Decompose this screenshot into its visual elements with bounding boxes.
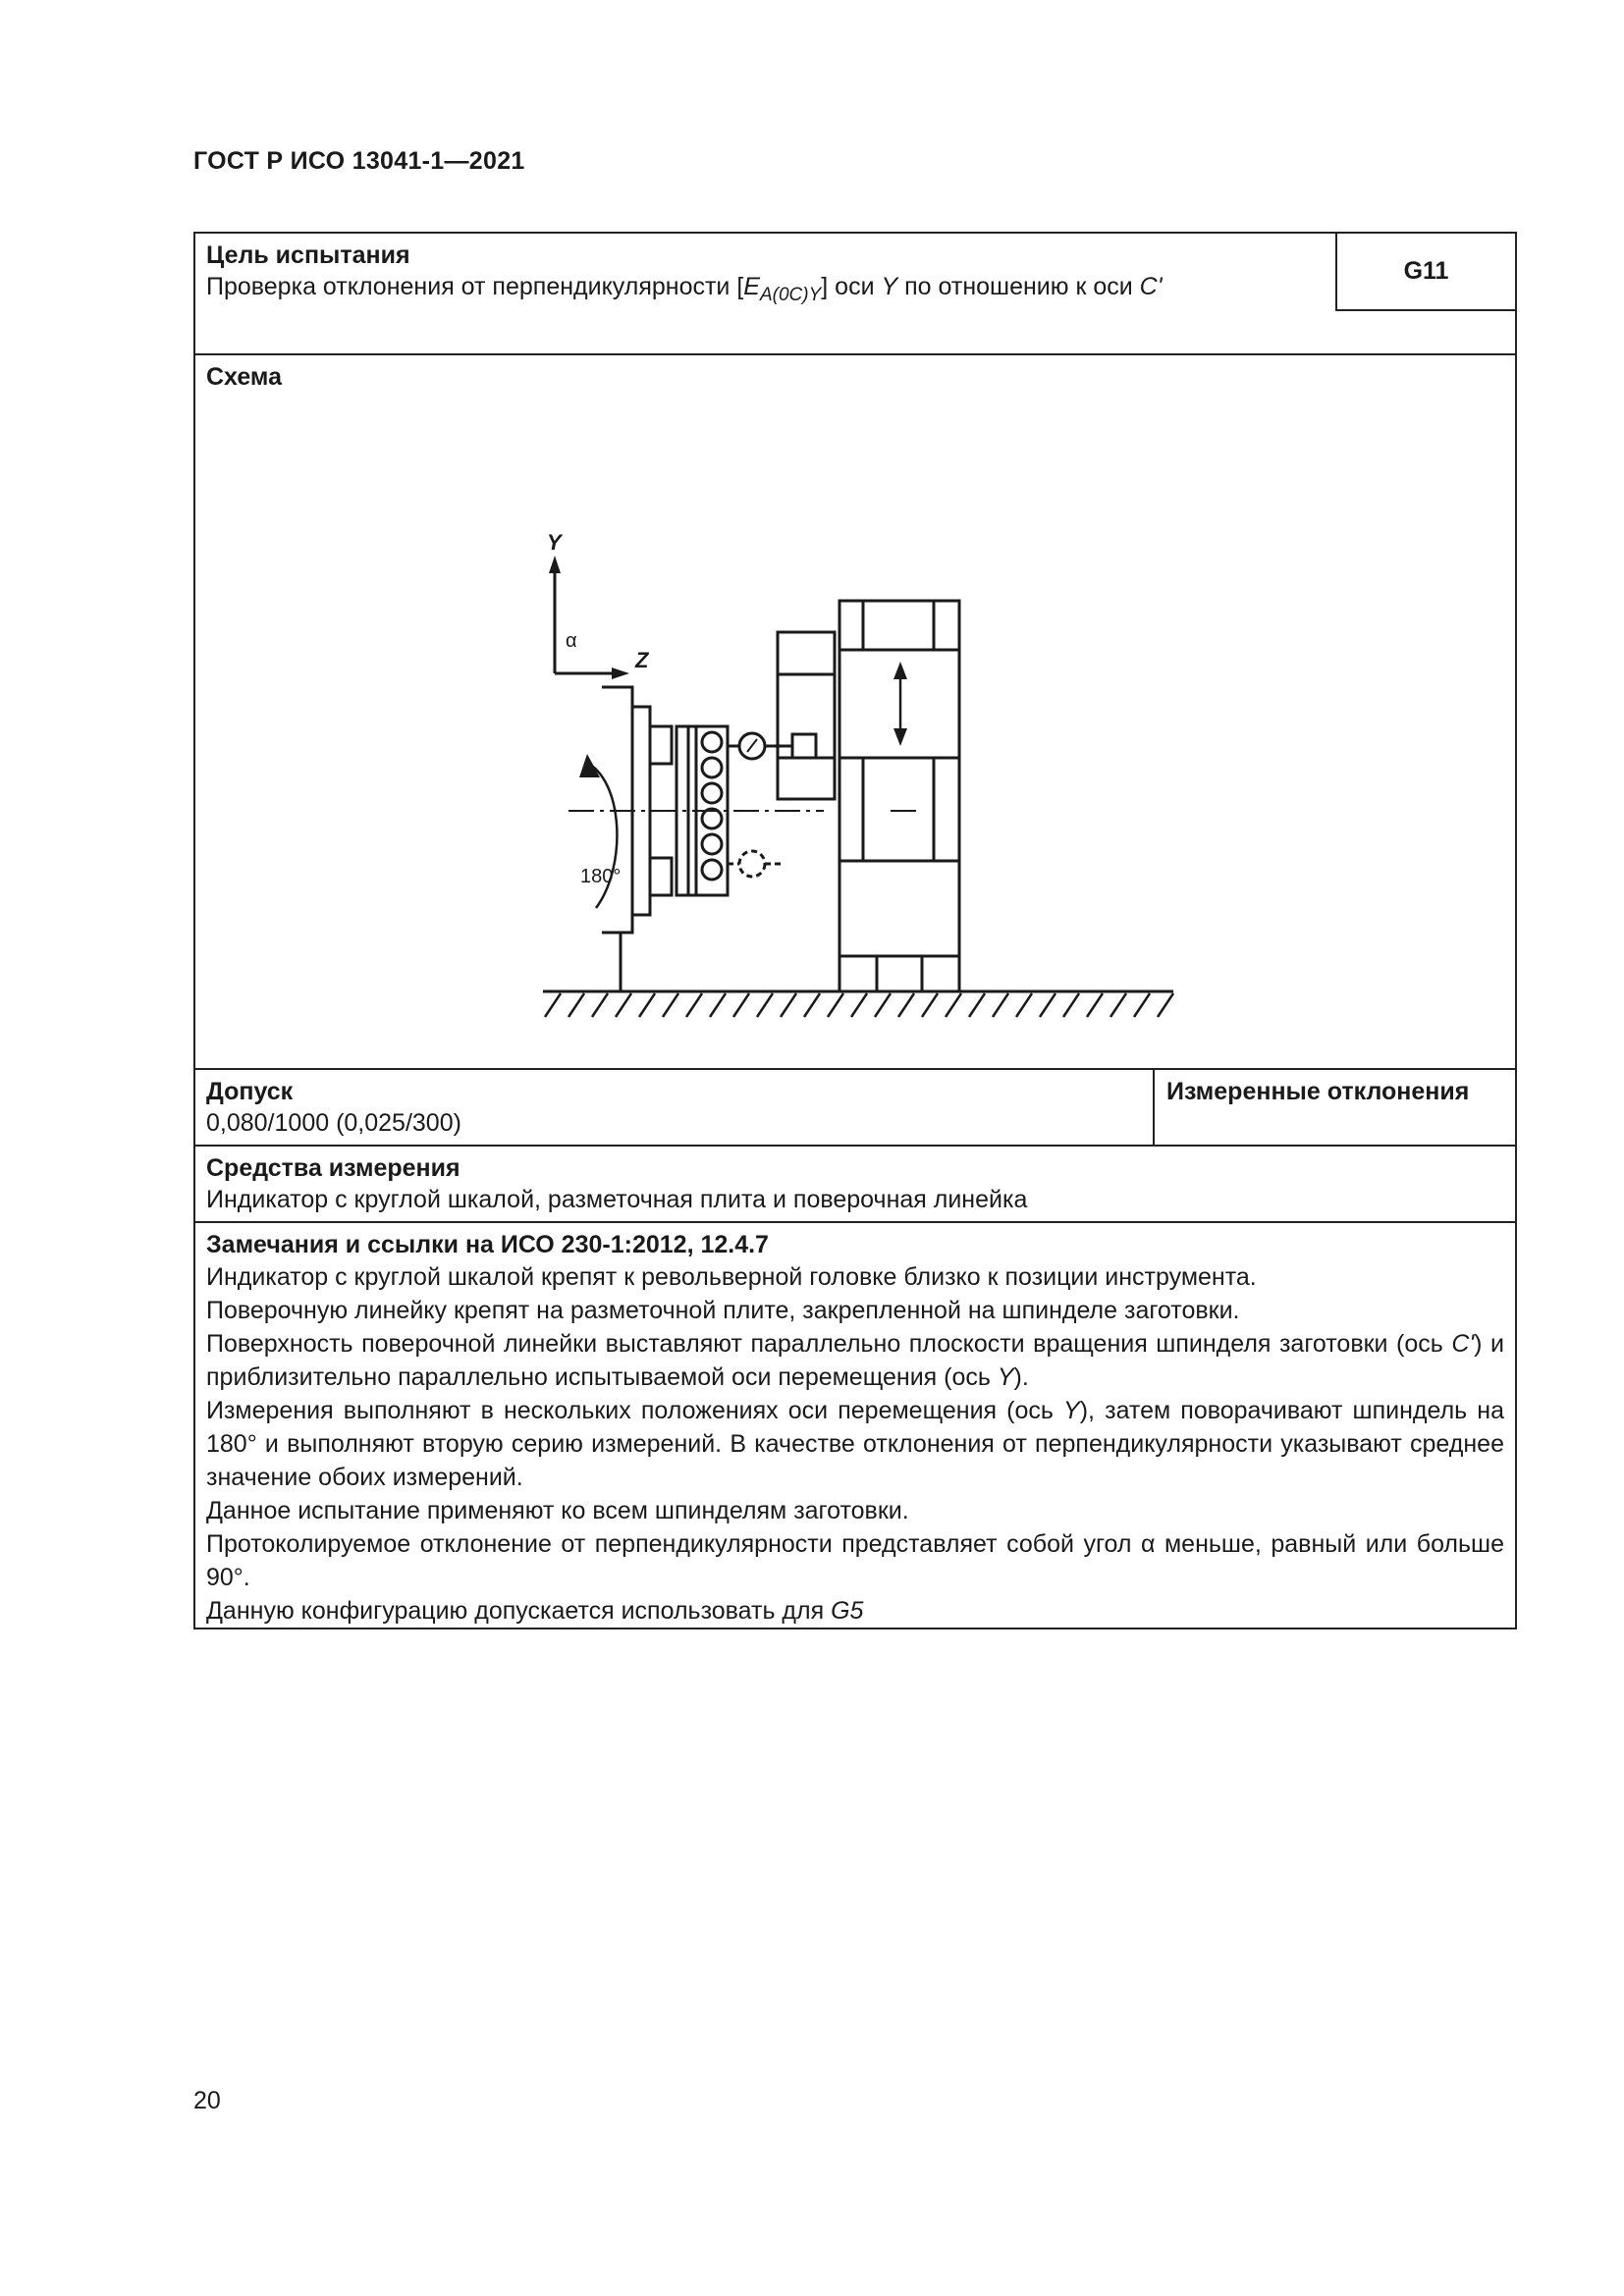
rotation-angle-label: 180° [580,866,622,887]
tolerance-section [195,1070,1515,1147]
page-number: 20 [193,2087,221,2114]
instruments-section [195,1147,1515,1223]
test-code: G11 [1335,234,1515,311]
measured-deviations-cell [1153,1070,1515,1145]
remarks-section [195,1223,1515,1628]
tolerance-value: 0,080/1000 (0,025/300) [206,1109,461,1137]
remarks-paragraph-6: Протоколируемое отклонение от перпендикулярности представляет собой угол α меньше, равный или больше 90°. [206,1530,1504,1591]
remarks-paragraph-7: Данную конфигурацию допускается использовать для G5 [206,1597,864,1625]
instruments-title: Средства измерения [206,1154,460,1182]
objective-text: Проверка отклонения от перпендикулярности $[E_{A(0C)Y}]$ оси Y по отношению к оси C' [206,273,1163,305]
objective-title: Цель испытания [206,241,410,269]
objective-section [195,234,1515,355]
remarks-title: Замечания и ссылки на ИСО 230-1:2012, 12.4.7 [206,1231,769,1258]
scheme-section [195,355,1515,1070]
remarks-paragraph-3: Поверхность поверочной линейки выставляют параллельно плоскости вращения шпинделя заготовки (ось C') и приблизительно параллельно испытываемой оси перемещения (ось Y). [206,1330,1504,1391]
formula-e: E [743,273,760,300]
ground-hatching [545,993,1173,1017]
remarks-paragraph-1: Индикатор с круглой шкалой крепят к револьверной головке близко к позиции инструмента. [206,1263,1257,1291]
instruments-text: Индикатор с круглой шкалой, разметочная плита и поверочная линейка [206,1186,1028,1213]
tool-holder [792,734,816,758]
turret [778,632,835,799]
z-axis-label: Z [635,648,649,672]
y-axis-arrow [549,556,561,573]
measured-deviations-title: Измеренные отклонения [1166,1078,1470,1105]
machine-column [839,601,959,991]
remarks-paragraph-4: Измерения выполняют в нескольких положениях оси перемещения (ось Y), затем поворачивают шпиндель на 180° и выполняют вторую серию измерений. В качестве отклонения от перпендикулярности указывают среднее значение обоих измерений. [206,1397,1504,1491]
scheme-title: Схема [206,363,282,391]
remarks-paragraph-2: Поверочную линейку крепят на разметочной плите, закрепленной на шпинделе заготовки. [206,1297,1240,1324]
tolerance-title: Допуск [206,1078,294,1105]
z-axis-arrow [612,667,629,679]
chuck-jaw-bottom [650,858,672,895]
rotation-arrowhead [579,754,600,777]
test-sheet-table [193,232,1517,1629]
formula-subscript: A(0C)Y [759,285,822,305]
document-header: ГОСТ Р ИСО 13041-1—2021 [193,147,525,175]
dial-indicator-second-position [739,851,765,877]
y-axis-label: Y [547,530,562,555]
alpha-label: α [566,630,577,652]
chuck-jaw-top [650,726,672,764]
scheme-diagram [195,355,1515,1068]
remarks-paragraph-5: Данное испытание применяют ко всем шпинделям заготовки. [206,1497,909,1524]
